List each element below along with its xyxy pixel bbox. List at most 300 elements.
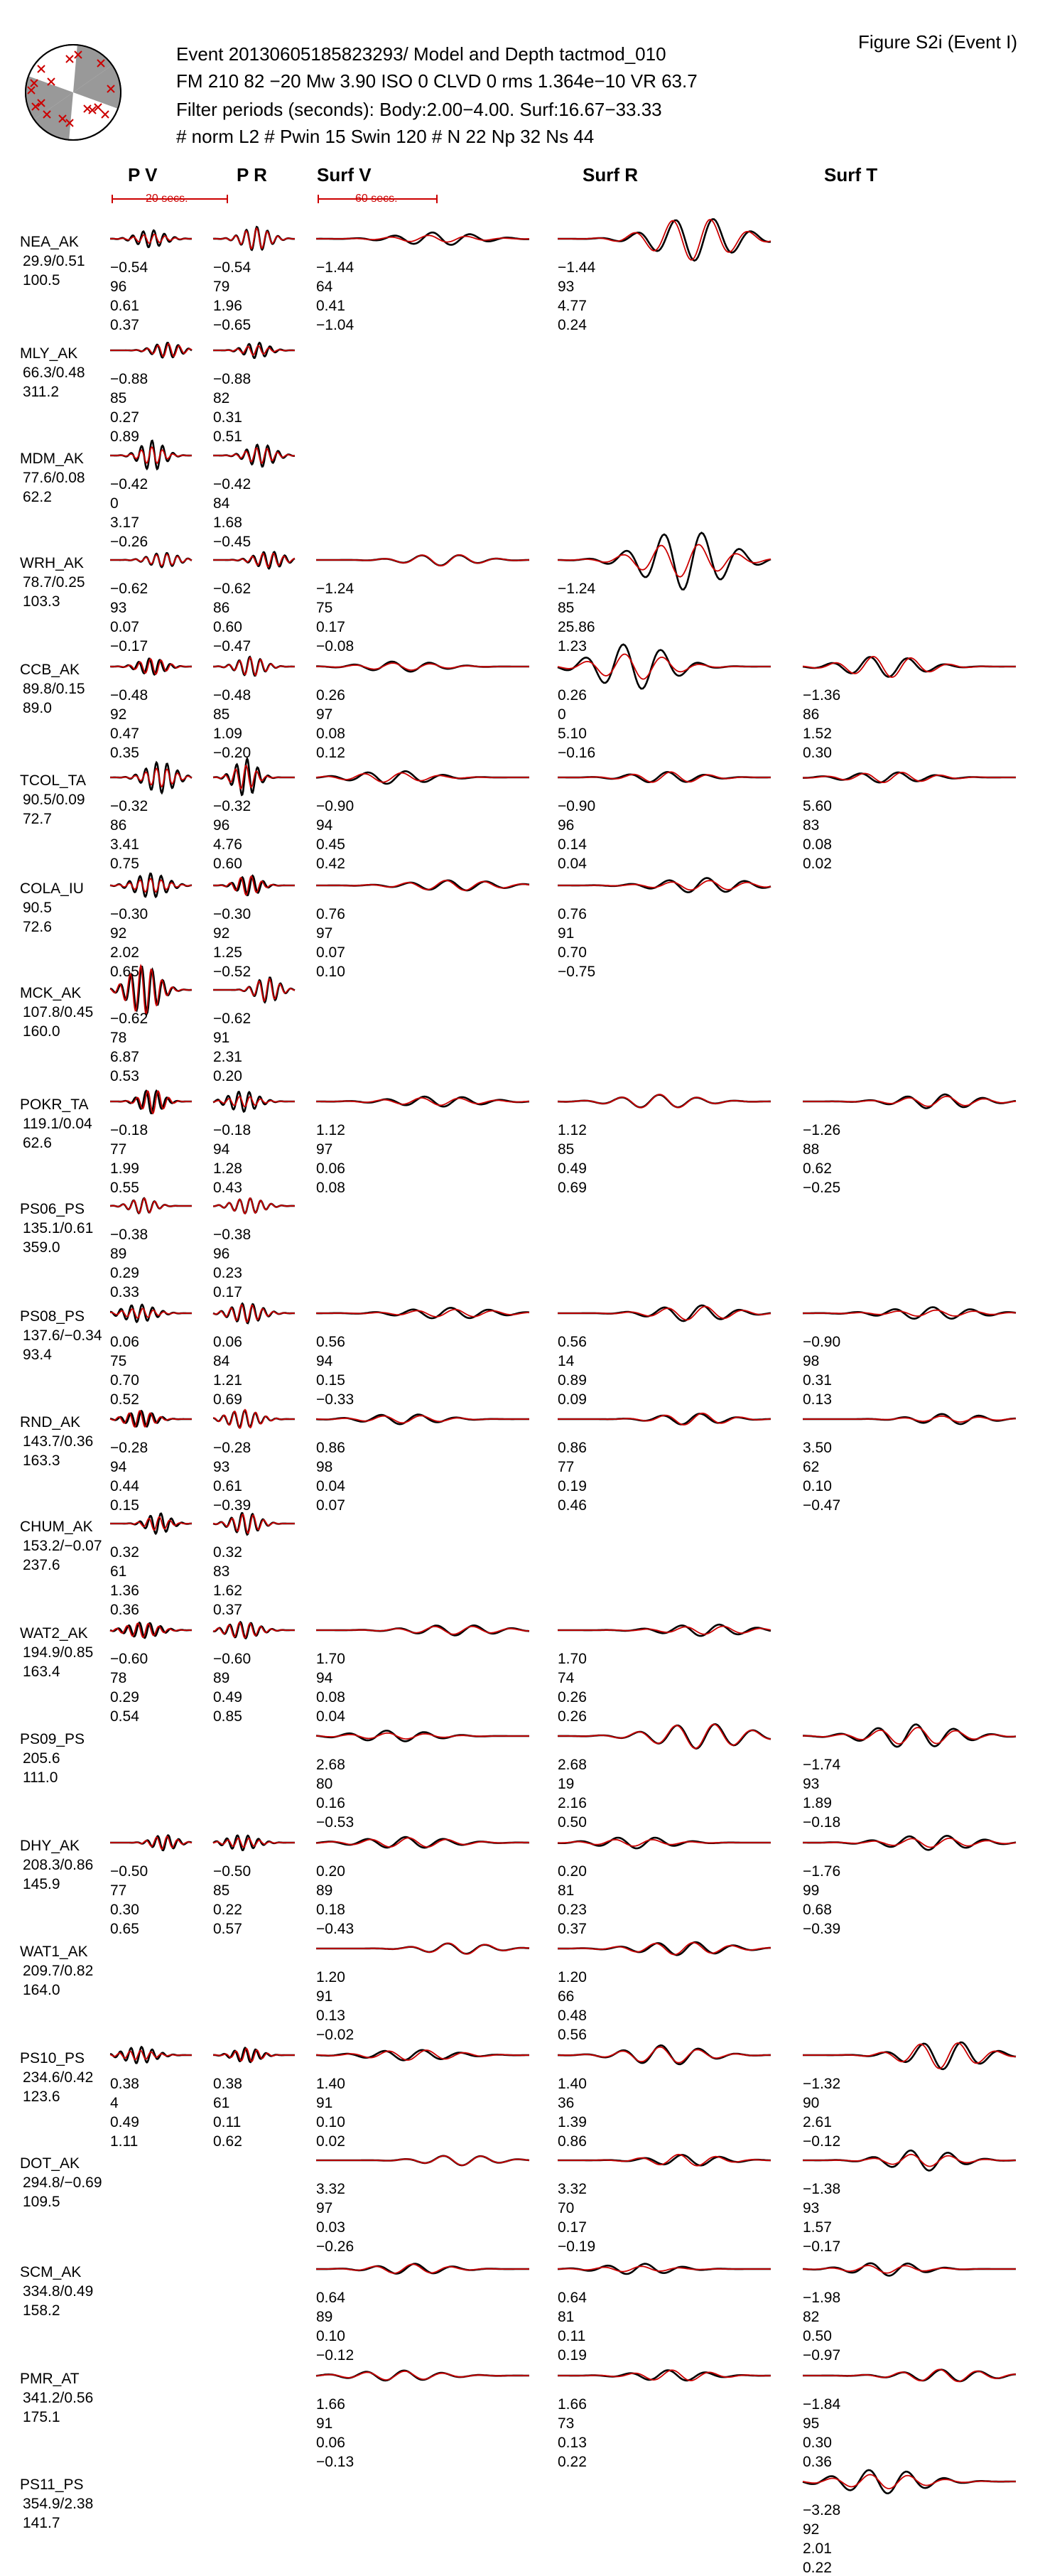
pr-stat-1: 91 <box>213 1030 230 1046</box>
surfr-stat-3: 0.09 <box>558 1391 587 1408</box>
pv-stat-2: 2.02 <box>110 944 139 961</box>
pv-stat-3: 0.65 <box>110 1921 139 1937</box>
surfr-stat-0: 2.68 <box>558 1757 587 1773</box>
surfr-stat-2: 0.13 <box>558 2435 587 2451</box>
pv-stat-0: 0.32 <box>110 1544 139 1561</box>
surfr-stat-2: 25.86 <box>558 619 595 635</box>
pv-stat-1: 77 <box>110 1141 127 1158</box>
station-name: WAT2_AK <box>20 1625 88 1642</box>
surfv-stat-0: 0.26 <box>316 687 345 704</box>
surfv-stat-3: 0.07 <box>316 1497 345 1514</box>
surft-stat-3: −0.17 <box>803 2238 841 2255</box>
pr-stat-2: 0.11 <box>213 2114 242 2130</box>
pr-stat-0: −0.32 <box>213 798 251 814</box>
station-name: DOT_AK <box>20 2155 80 2172</box>
pv-stat-1: 93 <box>110 600 127 616</box>
surfr-stat-1: 70 <box>558 2200 575 2216</box>
pr-stat-1: 83 <box>213 1563 230 1580</box>
pr-stat-1: 61 <box>213 2095 230 2111</box>
pv-stat-3: 0.36 <box>110 1602 139 1618</box>
pv-stat-2: 0.29 <box>110 1265 139 1281</box>
station-distance: 119.1/0.04 <box>23 1116 92 1132</box>
pv-stat-1: 85 <box>110 390 127 406</box>
body-time-scale-label: 20 secs. <box>146 193 188 205</box>
pr-stat-3: 0.85 <box>213 1708 242 1725</box>
pv-stat-2: 0.07 <box>110 619 139 635</box>
pv-stat-3: 0.35 <box>110 745 139 761</box>
surfv-stat-2: 0.41 <box>316 298 345 314</box>
figure-label: Figure S2i (Event I) <box>858 31 1017 53</box>
synthetic-trace <box>110 1198 192 1213</box>
station-azimuth: 359.0 <box>23 1239 60 1256</box>
surfv-stat-1: 97 <box>316 2200 333 2216</box>
surfv-stat-1: 94 <box>316 1670 333 1686</box>
pv-stat-1: 86 <box>110 817 127 834</box>
pv-stat-0: −0.30 <box>110 906 148 922</box>
pr-stat-1: 84 <box>213 495 230 512</box>
pr-stat-3: −0.39 <box>213 1497 251 1514</box>
pr-stat-2: 0.61 <box>213 1478 242 1494</box>
pv-stat-3: 0.15 <box>110 1497 139 1514</box>
surft-stat-1: 90 <box>803 2095 820 2111</box>
surfr-stat-2: 0.26 <box>558 1689 587 1705</box>
surfr-stat-2: 0.14 <box>558 836 587 853</box>
pr-stat-0: 0.38 <box>213 2076 242 2092</box>
surfv-stat-1: 94 <box>316 817 333 834</box>
surfr-stat-2: 0.49 <box>558 1160 587 1177</box>
waveform-surfr <box>558 1704 771 1768</box>
station-name: PS09_PS <box>20 1731 85 1747</box>
synthetic-trace <box>316 1416 529 1423</box>
surfr-stat-1: 19 <box>558 1776 575 1792</box>
column-header-pr: P R <box>237 164 267 185</box>
pv-stat-1: 75 <box>110 1353 127 1369</box>
surft-stat-3: −0.47 <box>803 1497 841 1514</box>
station-name: NEA_AK <box>20 234 79 250</box>
pr-stat-3: −0.65 <box>213 317 251 333</box>
station-name: PS10_PS <box>20 2050 85 2066</box>
pv-stat-0: −0.48 <box>110 687 148 704</box>
station-name: POKR_TA <box>20 1096 89 1113</box>
station-azimuth: 160.0 <box>23 1023 60 1040</box>
surft-stat-3: 0.36 <box>803 2454 832 2470</box>
station-azimuth: 123.6 <box>23 2089 60 2105</box>
surfr-stat-1: 73 <box>558 2415 575 2432</box>
surfr-stat-1: 85 <box>558 600 575 616</box>
surfr-stat-3: −0.16 <box>558 745 596 761</box>
surft-stat-0: −0.90 <box>803 1334 841 1350</box>
waveform-surfv <box>316 1917 529 1980</box>
pr-stat-2: 1.62 <box>213 1583 242 1599</box>
surfr-stat-0: 3.32 <box>558 2181 587 2197</box>
synthetic-trace <box>803 2155 1016 2167</box>
surfv-stat-3: −0.53 <box>316 1814 354 1831</box>
pr-stat-1: 96 <box>213 817 230 834</box>
surfv-stat-0: 0.20 <box>316 1863 345 1880</box>
surfr-stat-0: −0.90 <box>558 798 596 814</box>
waveform-surfv <box>316 1281 529 1345</box>
station-name: MLY_AK <box>20 345 78 362</box>
waveform-surfr <box>558 1598 771 1662</box>
surfv-stat-0: 0.56 <box>316 1334 345 1350</box>
surfv-stat-2: 0.18 <box>316 1902 345 1918</box>
surfr-stat-3: −0.75 <box>558 964 596 980</box>
synthetic-trace <box>213 1305 295 1322</box>
station-azimuth: 100.5 <box>23 272 60 289</box>
pr-stat-0: −0.60 <box>213 1651 251 1667</box>
surfr-stat-0: 0.26 <box>558 687 587 704</box>
surfr-stat-1: 93 <box>558 279 575 295</box>
waveform-surfv <box>316 1811 529 1875</box>
pr-stat-0: −0.50 <box>213 1863 251 1880</box>
surfr-stat-2: 0.70 <box>558 944 587 961</box>
pr-stat-0: −0.38 <box>213 1227 251 1243</box>
waveform-surfv <box>316 2128 529 2192</box>
surft-stat-2: 1.57 <box>803 2219 832 2236</box>
synthetic-trace <box>316 555 529 566</box>
surfv-stat-2: 0.10 <box>316 2114 345 2130</box>
surft-stat-3: −0.39 <box>803 1921 841 1937</box>
pv-stat-0: −0.38 <box>110 1227 148 1243</box>
surfr-stat-0: 0.64 <box>558 2290 587 2306</box>
surft-stat-1: 88 <box>803 1141 820 1158</box>
surfv-stat-3: 0.02 <box>316 2133 345 2150</box>
surft-stat-1: 62 <box>803 1459 820 1475</box>
surfv-stat-2: 0.15 <box>316 1372 345 1389</box>
synthetic-trace <box>213 979 295 1001</box>
pr-stat-3: 0.37 <box>213 1602 242 1618</box>
pr-stat-1: 79 <box>213 279 230 295</box>
surfv-stat-2: 0.45 <box>316 836 345 853</box>
surfv-stat-2: 0.03 <box>316 2219 345 2236</box>
surfr-stat-0: 1.20 <box>558 1969 587 1985</box>
pv-stat-2: 3.17 <box>110 514 139 531</box>
pr-stat-3: 0.60 <box>213 856 242 872</box>
surfv-stat-1: 64 <box>316 279 333 295</box>
surfv-stat-3: −0.08 <box>316 638 354 654</box>
station-distance: 29.9/0.51 <box>23 253 85 269</box>
surfr-stat-3: −0.19 <box>558 2238 596 2255</box>
station-name: WRH_AK <box>20 555 84 571</box>
pr-stat-2: 1.21 <box>213 1372 242 1389</box>
surfv-stat-1: 89 <box>316 1882 333 1899</box>
pv-stat-3: 0.89 <box>110 429 139 445</box>
surft-stat-3: 0.22 <box>803 2560 832 2576</box>
surfr-stat-0: 0.76 <box>558 906 587 922</box>
pr-stat-0: −0.62 <box>213 1011 251 1027</box>
synthetic-trace <box>803 2369 1016 2381</box>
station-name: DHY_AK <box>20 1838 80 1854</box>
waveform-surfv <box>316 2237 529 2301</box>
surfr-stat-1: 14 <box>558 1353 575 1369</box>
pr-stat-1: 93 <box>213 1459 230 1475</box>
surfr-stat-0: −1.24 <box>558 581 596 597</box>
surft-stat-1: 93 <box>803 1776 820 1792</box>
station-distance: 107.8/0.45 <box>23 1004 94 1020</box>
surfr-stat-3: 1.23 <box>558 638 587 654</box>
pr-stat-1: 89 <box>213 1670 230 1686</box>
pr-stat-1: 85 <box>213 706 230 723</box>
waveform-surfr <box>558 2237 771 2301</box>
pv-stat-3: 0.55 <box>110 1180 139 1196</box>
pv-stat-3: −0.26 <box>110 534 148 550</box>
pv-stat-0: −0.42 <box>110 476 148 492</box>
surfv-stat-3: −0.26 <box>316 2238 354 2255</box>
waveform-surfv <box>316 1598 529 1662</box>
station-azimuth: 145.9 <box>23 1876 60 1892</box>
station-distance: 90.5 <box>23 900 52 916</box>
pv-stat-1: 4 <box>110 2095 119 2111</box>
station-distance: 153.2/−0.07 <box>23 1538 102 1554</box>
surfv-stat-1: 97 <box>316 706 333 723</box>
waveform-surft <box>803 745 1016 809</box>
surft-stat-2: 2.61 <box>803 2114 832 2130</box>
pv-stat-0: 0.06 <box>110 1334 139 1350</box>
surfr-stat-1: 66 <box>558 1988 575 2005</box>
surfr-stat-1: 0 <box>558 706 566 723</box>
surfr-stat-0: 0.20 <box>558 1863 587 1880</box>
synthetic-trace <box>558 654 771 679</box>
station-distance: 208.3/0.86 <box>23 1857 94 1873</box>
waveform-surfr <box>558 1069 771 1133</box>
surft-stat-1: 93 <box>803 2200 820 2216</box>
surfr-stat-1: 81 <box>558 1882 575 1899</box>
pr-stat-1: 85 <box>213 1882 230 1899</box>
surfv-stat-2: 0.08 <box>316 726 345 742</box>
surfr-stat-3: 0.50 <box>558 1814 587 1831</box>
station-name: MDM_AK <box>20 451 84 467</box>
surfr-stat-2: 0.19 <box>558 1478 587 1494</box>
synthetic-trace <box>558 2155 771 2166</box>
surft-stat-3: 0.02 <box>803 856 832 872</box>
surfv-stat-0: −0.90 <box>316 798 354 814</box>
synthetic-trace <box>110 554 192 566</box>
surft-stat-3: −0.25 <box>803 1180 841 1196</box>
waveform-surfr <box>558 1811 771 1875</box>
surfv-stat-1: 80 <box>316 1776 333 1792</box>
surfr-stat-0: 1.40 <box>558 2076 587 2092</box>
station-azimuth: 111.0 <box>23 1769 58 1786</box>
station-distance: 341.2/0.56 <box>23 2390 94 2406</box>
station-distance: 89.8/0.15 <box>23 681 85 697</box>
surfv-stat-3: 0.12 <box>316 745 345 761</box>
surft-stat-2: 0.30 <box>803 2435 832 2451</box>
surft-stat-3: −0.97 <box>803 2347 841 2364</box>
surfv-stat-3: 0.10 <box>316 964 345 980</box>
surft-stat-0: −3.28 <box>803 2502 841 2518</box>
surft-stat-1: 92 <box>803 2521 820 2538</box>
pv-stat-2: 1.36 <box>110 1583 139 1599</box>
surft-stat-2: 0.31 <box>803 1372 832 1389</box>
surfr-stat-3: 0.22 <box>558 2454 587 2470</box>
pr-stat-2: 0.22 <box>213 1902 242 1918</box>
surft-stat-2: 0.68 <box>803 1902 832 1918</box>
pr-stat-1: 82 <box>213 390 230 406</box>
pv-stat-1: 0 <box>110 495 119 512</box>
station-distance: 135.1/0.61 <box>23 1220 94 1236</box>
pv-stat-2: 0.27 <box>110 409 139 426</box>
surft-stat-2: 0.08 <box>803 836 832 853</box>
pv-stat-2: 0.49 <box>110 2114 139 2130</box>
synthetic-trace <box>316 1944 529 1954</box>
surft-stat-0: −1.38 <box>803 2181 841 2197</box>
surfv-stat-1: 91 <box>316 1988 333 2005</box>
station-name: PS11_PS <box>20 2477 84 2493</box>
pv-stat-0: −0.62 <box>110 581 148 597</box>
pr-stat-1: 92 <box>213 925 230 942</box>
pr-stat-3: −0.47 <box>213 638 251 654</box>
surft-stat-3: 0.30 <box>803 745 832 761</box>
surfr-stat-0: 0.86 <box>558 1440 587 1456</box>
station-azimuth: 163.3 <box>23 1453 60 1469</box>
station-azimuth: 89.0 <box>23 700 52 716</box>
pv-stat-1: 96 <box>110 279 127 295</box>
surfr-stat-1: 96 <box>558 817 575 834</box>
station-name: SCM_AK <box>20 2264 82 2280</box>
station-name: PMR_AT <box>20 2371 80 2387</box>
surft-stat-3: −0.18 <box>803 1814 841 1831</box>
surfv-stat-1: 97 <box>316 1141 333 1158</box>
pv-stat-2: 0.70 <box>110 1372 139 1389</box>
station-name: TCOL_TA <box>20 772 86 789</box>
pr-stat-3: 0.20 <box>213 1068 242 1084</box>
surfr-stat-3: 0.19 <box>558 2347 587 2364</box>
pr-stat-1: 84 <box>213 1353 230 1369</box>
surfr-stat-2: 5.10 <box>558 726 587 742</box>
surfr-stat-1: 36 <box>558 2095 575 2111</box>
surfv-stat-1: 89 <box>316 2309 333 2325</box>
station-name: CHUM_AK <box>20 1519 93 1535</box>
station-distance: 143.7/0.36 <box>23 1433 94 1450</box>
station-azimuth: 109.5 <box>23 2194 60 2210</box>
surft-stat-0: −1.26 <box>803 1122 841 1138</box>
pr-stat-2: 1.28 <box>213 1160 242 1177</box>
pv-stat-1: 78 <box>110 1030 127 1046</box>
pv-stat-3: 0.53 <box>110 1068 139 1084</box>
surft-stat-0: 3.50 <box>803 1440 832 1456</box>
station-azimuth: 164.0 <box>23 1982 60 1998</box>
surfr-stat-0: 0.56 <box>558 1334 587 1350</box>
surfv-stat-0: 2.68 <box>316 1757 345 1773</box>
surfr-stat-2: 2.16 <box>558 1795 587 1811</box>
pv-stat-3: 0.54 <box>110 1708 139 1725</box>
station-name: PS08_PS <box>20 1308 85 1325</box>
pv-stat-3: 0.65 <box>110 964 139 980</box>
surfv-stat-0: 0.86 <box>316 1440 345 1456</box>
synthetic-trace <box>316 2050 529 2060</box>
pv-stat-2: 0.29 <box>110 1689 139 1705</box>
waveform-surfr <box>558 2023 771 2087</box>
surft-stat-0: −1.36 <box>803 687 841 704</box>
station-distance: 334.8/0.49 <box>23 2283 94 2300</box>
pv-stat-0: 0.38 <box>110 2076 139 2092</box>
synthetic-trace <box>110 1836 192 1849</box>
pv-stat-2: 0.44 <box>110 1478 139 1494</box>
station-distance: 194.9/0.85 <box>23 1644 94 1661</box>
pv-stat-1: 92 <box>110 925 127 942</box>
pv-stat-2: 0.47 <box>110 726 139 742</box>
surfv-stat-2: 0.06 <box>316 1160 345 1177</box>
synthetic-trace <box>558 1413 771 1425</box>
surfr-stat-3: 0.86 <box>558 2133 587 2150</box>
surft-stat-0: −1.74 <box>803 1757 841 1773</box>
surft-stat-1: 99 <box>803 1882 820 1899</box>
surfv-stat-0: 3.32 <box>316 2181 345 2197</box>
surfr-stat-0: 1.70 <box>558 1651 587 1667</box>
station-distance: 77.6/0.08 <box>23 470 85 486</box>
surft-stat-0: −1.98 <box>803 2290 841 2306</box>
station-distance: 209.7/0.82 <box>23 1963 94 1979</box>
pv-stat-1: 92 <box>110 706 127 723</box>
pv-stat-1: 78 <box>110 1670 127 1686</box>
header-mechanism-line: FM 210 82 −20 Mw 3.90 ISO 0 CLVD 0 rms 1.364e−10 VR 63.7 <box>176 70 698 92</box>
surfr-stat-0: 1.66 <box>558 2396 587 2413</box>
waveform-surfv <box>316 1704 529 1768</box>
surft-stat-1: 86 <box>803 706 820 723</box>
pr-stat-0: −0.48 <box>213 687 251 704</box>
pv-stat-3: 0.33 <box>110 1284 139 1300</box>
station-distance: 294.8/−0.69 <box>23 2174 102 2191</box>
station-distance: 137.6/−0.34 <box>23 1327 102 1344</box>
station-azimuth: 237.6 <box>23 1557 60 1573</box>
pv-stat-1: 77 <box>110 1882 127 1899</box>
station-name: MCK_AK <box>20 985 82 1001</box>
station-azimuth: 158.2 <box>23 2302 60 2319</box>
surfr-stat-1: 77 <box>558 1459 575 1475</box>
pr-stat-3: 0.62 <box>213 2133 242 2150</box>
surfv-stat-0: 1.20 <box>316 1969 345 1985</box>
synthetic-trace <box>558 2047 771 2063</box>
surfv-stat-0: −1.24 <box>316 581 354 597</box>
surft-stat-2: 0.50 <box>803 2328 832 2344</box>
pr-stat-2: 2.31 <box>213 1049 242 1065</box>
pr-stat-2: 0.49 <box>213 1689 242 1705</box>
surfv-stat-2: 0.07 <box>316 944 345 961</box>
synthetic-trace <box>558 1307 771 1320</box>
synthetic-trace <box>316 2264 529 2273</box>
pv-stat-0: −0.60 <box>110 1651 148 1667</box>
surft-stat-0: −1.76 <box>803 1863 841 1880</box>
synthetic-trace <box>213 658 295 676</box>
pv-stat-1: 89 <box>110 1246 127 1262</box>
pr-stat-0: −0.28 <box>213 1440 251 1456</box>
surfv-stat-2: 0.04 <box>316 1478 345 1494</box>
station-distance: 90.5/0.09 <box>23 792 85 808</box>
pv-stat-0: −0.32 <box>110 798 148 814</box>
surfr-stat-1: 85 <box>558 1141 575 1158</box>
surfr-stat-3: 0.46 <box>558 1497 587 1514</box>
pr-stat-0: −0.18 <box>213 1122 251 1138</box>
surft-stat-1: 82 <box>803 2309 820 2325</box>
pv-stat-2: 0.30 <box>110 1902 139 1918</box>
waveform-surfv <box>316 2344 529 2408</box>
pv-stat-2: 0.61 <box>110 298 139 314</box>
surft-stat-0: 5.60 <box>803 798 832 814</box>
surfv-stat-1: 94 <box>316 1353 333 1369</box>
surfv-stat-2: 0.17 <box>316 619 345 635</box>
pr-stat-3: 0.51 <box>213 429 242 445</box>
beachball-icon <box>20 39 126 146</box>
surfr-stat-0: 1.12 <box>558 1122 587 1138</box>
pv-stat-3: 0.37 <box>110 317 139 333</box>
pv-stat-0: −0.18 <box>110 1122 148 1138</box>
pv-stat-3: 1.11 <box>110 2133 139 2150</box>
synthetic-trace <box>558 1724 771 1748</box>
surfr-stat-3: 0.04 <box>558 856 587 872</box>
waveform-surft <box>803 1387 1016 1451</box>
surfv-stat-0: 0.64 <box>316 2290 345 2306</box>
synthetic-trace <box>213 346 295 355</box>
